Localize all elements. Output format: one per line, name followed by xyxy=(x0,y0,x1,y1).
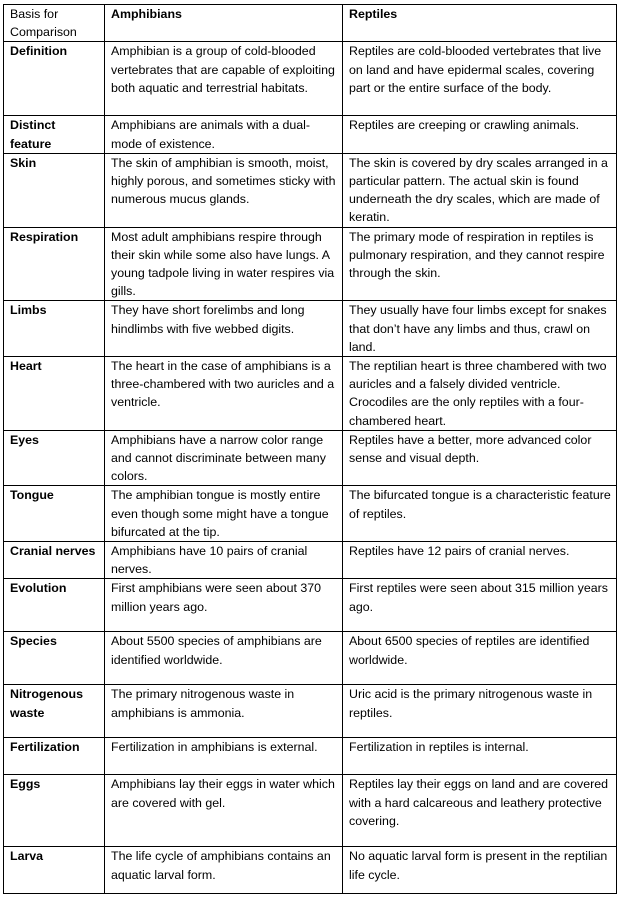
basis-cell: Heart xyxy=(4,357,105,431)
basis-cell: Species xyxy=(4,632,105,685)
table-row xyxy=(4,153,617,227)
amphibians-cell: The amphibian tongue is mostly entire even though some might have a tongue bifurcated at the tip. xyxy=(105,486,343,542)
comparison-table xyxy=(3,4,617,894)
basis-cell: Respiration xyxy=(4,227,105,301)
table-row xyxy=(4,632,617,685)
amphibians-cell: The skin of amphibian is smooth, moist, highly porous, and sometimes sticky with numerous mucus glands. xyxy=(105,153,343,227)
reptiles-cell: Reptiles are cold-blooded vertebrates that live on land and have epidermal scales, covering part or the entire surface of the body. xyxy=(343,42,617,116)
table-row xyxy=(4,430,617,486)
amphibians-cell: Amphibians are animals with a dual-mode of existence. xyxy=(105,116,343,153)
table-header-row xyxy=(4,5,617,42)
amphibians-cell: First amphibians were seen about 370 million years ago. xyxy=(105,579,343,632)
table-row xyxy=(4,357,617,431)
amphibians-cell: Amphibians lay their eggs in water which are covered with gel. xyxy=(105,775,343,847)
basis-cell: Tongue xyxy=(4,486,105,542)
amphibians-cell: Most adult amphibians respire through their skin while some also have lungs. A young tadpole living in water respires via gills. xyxy=(105,227,343,301)
amphibians-cell: Fertilization in amphibians is external. xyxy=(105,738,343,775)
reptiles-cell: Reptiles lay their eggs on land and are covered with a hard calcareous and leathery protective covering. xyxy=(343,775,617,847)
basis-cell: Eyes xyxy=(4,430,105,486)
table-row xyxy=(4,301,617,357)
reptiles-cell: First reptiles were seen about 315 million years ago. xyxy=(343,579,617,632)
basis-cell: Eggs xyxy=(4,775,105,847)
amphibians-cell: About 5500 species of amphibians are identified worldwide. xyxy=(105,632,343,685)
basis-cell: Definition xyxy=(4,42,105,116)
amphibians-cell: Amphibians have 10 pairs of cranial nerves. xyxy=(105,542,343,579)
table-row xyxy=(4,685,617,738)
header-amphibians: Amphibians xyxy=(105,5,343,42)
table-body xyxy=(4,5,617,894)
reptiles-cell: The bifurcated tongue is a characteristic feature of reptiles. xyxy=(343,486,617,542)
amphibians-cell: The heart in the case of amphibians is a three-chambered with two auricles and a ventricle. xyxy=(105,357,343,431)
table-row xyxy=(4,847,617,894)
table-row xyxy=(4,42,617,116)
basis-cell: Limbs xyxy=(4,301,105,357)
basis-cell: Nitrogenous waste xyxy=(4,685,105,738)
reptiles-cell: The reptilian heart is three chambered with two auricles and a falsely divided ventricle. Crocodiles are the only reptiles with a four-chambered heart. xyxy=(343,357,617,431)
basis-cell: Fertilization xyxy=(4,738,105,775)
reptiles-cell: Fertilization in reptiles is internal. xyxy=(343,738,617,775)
amphibians-cell: Amphibian is a group of cold-blooded vertebrates that are capable of exploiting both aquatic and terrestrial habitats. xyxy=(105,42,343,116)
reptiles-cell: Reptiles are creeping or crawling animals. xyxy=(343,116,617,153)
header-basis: Basis for Comparison xyxy=(4,5,105,42)
table-row xyxy=(4,116,617,153)
reptiles-cell: The skin is covered by dry scales arranged in a particular pattern. The actual skin is found underneath the dry scales, which are made of keratin. xyxy=(343,153,617,227)
table-row xyxy=(4,542,617,579)
amphibians-cell: The life cycle of amphibians contains an aquatic larval form. xyxy=(105,847,343,894)
basis-cell: Distinct feature xyxy=(4,116,105,153)
reptiles-cell: No aquatic larval form is present in the reptilian life cycle. xyxy=(343,847,617,894)
table-row xyxy=(4,579,617,632)
table-row xyxy=(4,227,617,301)
reptiles-cell: The primary mode of respiration in reptiles is pulmonary respiration, and they cannot respire through the skin. xyxy=(343,227,617,301)
amphibians-cell: The primary nitrogenous waste in amphibians is ammonia. xyxy=(105,685,343,738)
reptiles-cell: About 6500 species of reptiles are identified worldwide. xyxy=(343,632,617,685)
basis-cell: Evolution xyxy=(4,579,105,632)
reptiles-cell: Reptiles have 12 pairs of cranial nerves. xyxy=(343,542,617,579)
table-row xyxy=(4,486,617,542)
header-reptiles: Reptiles xyxy=(343,5,617,42)
basis-cell: Cranial nerves xyxy=(4,542,105,579)
basis-cell: Larva xyxy=(4,847,105,894)
amphibians-cell: Amphibians have a narrow color range and cannot discriminate between many colors. xyxy=(105,430,343,486)
reptiles-cell: They usually have four limbs except for snakes that don’t have any limbs and thus, crawl on land. xyxy=(343,301,617,357)
table-row xyxy=(4,775,617,847)
amphibians-cell: They have short forelimbs and long hindlimbs with five webbed digits. xyxy=(105,301,343,357)
table-row xyxy=(4,738,617,775)
reptiles-cell: Uric acid is the primary nitrogenous waste in reptiles. xyxy=(343,685,617,738)
basis-cell: Skin xyxy=(4,153,105,227)
reptiles-cell: Reptiles have a better, more advanced color sense and visual depth. xyxy=(343,430,617,486)
